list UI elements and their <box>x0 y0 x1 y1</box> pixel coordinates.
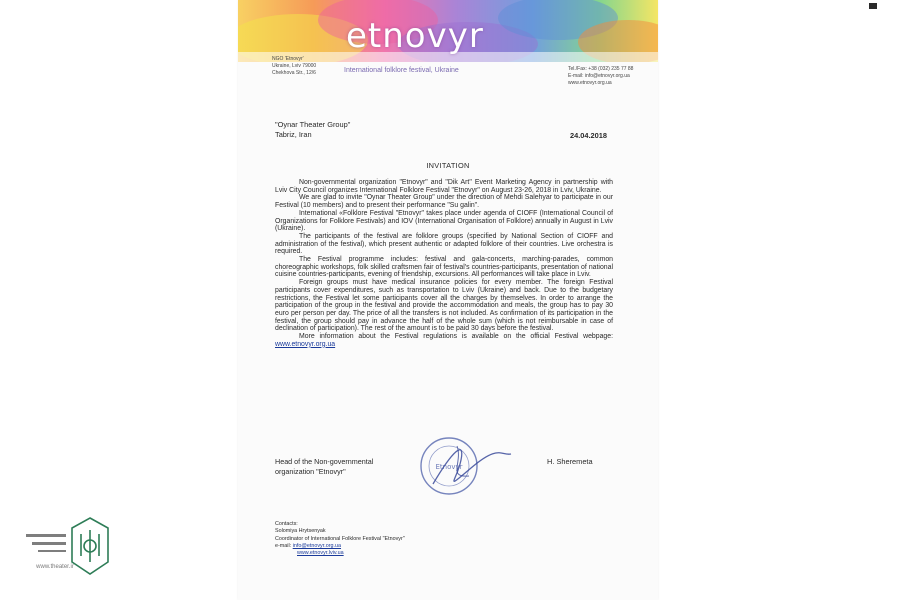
stamp-signature <box>413 432 513 502</box>
signer-name: H. Sheremeta <box>547 457 593 466</box>
org-city: Ukraine, Lviv 79000 <box>272 63 317 70</box>
org-name: NGO 'Etnovyr' <box>272 56 304 62</box>
recipient-block <box>275 120 350 139</box>
paragraph: International «Folklore Festival "Etnovyr" takes place under agenda of CIOFF (International Council of Organizations for Folklore Festivals) and IOV (International Organisation of Folklore) annually in August in Lviv (Ukraine). <box>275 209 613 233</box>
contacts-label: Contacts: <box>275 521 298 527</box>
more-info-text: More information about the Festival regulations is available on the official Festival webpage: <box>299 333 613 341</box>
contact-website-link[interactable]: www.etnovyr.lviv.ua <box>297 550 344 557</box>
head-title-line: organization "Etnovyr" <box>275 466 346 476</box>
brand-subtitle: International folklore festival, Ukraine <box>344 67 459 74</box>
more-info-paragraph <box>275 333 613 348</box>
letter-title: INVITATION <box>426 161 470 170</box>
org-website: www.etnovyr.org.ua <box>568 80 612 87</box>
stamp-text: Etnovyr <box>435 463 463 471</box>
org-street: Chekhova Str., 12/6 <box>272 70 316 77</box>
paragraph: Non-governmental organization "Etnovyr" and "Dik Art" Event Marketing Agency in partnership with Lviv City Council organizes International Folklore Festival "Etnovyr" on August 23-26, 2018 in Lviv, Ukraine. <box>275 179 613 194</box>
paragraph: The participants of the festival are folklore groups (specified by National Section of CIOFF and administration of the festival), which present authentic or adapted folklore of their countries. Live orchestra is required. <box>275 232 613 256</box>
contacts-block <box>275 521 405 557</box>
head-title-line: Head of the Non-governmental <box>275 457 374 466</box>
contact-email-link[interactable]: info@etnovyr.org.ua <box>292 542 342 549</box>
paragraph: The Festival programme includes: festival and gala-concerts, marching-parades, common choreographic workshops, folk skilled craftsmen fair of festival's countries-participants, presentation of national cuisine countries-participants, evening of friendship, excursions. All performances will take place in Lviv. <box>275 256 613 279</box>
festival-webpage-link[interactable]: www.etnovyr.org.ua <box>275 340 336 348</box>
brand-logo: etnovyr <box>346 16 484 56</box>
paragraph: We are glad to invite "Oynar Theater Group" under the direction of Mehdi Salehyar to participate in our Festival (10 members) and to present their performance "Su galin". <box>275 194 613 210</box>
invitation-letter <box>238 0 658 600</box>
recipient-city: Tabriz, Iran <box>275 129 312 139</box>
recipient-name: "Oynar Theater Group" <box>275 120 351 129</box>
paragraph: Foreign groups must have medical insurance policies for every member. The foreign Festival participants cover expenditures, such as transportation to Lviv (Ukraine) and back. Due to the budgetary restrictions, the Festival let some participants cover all the charges by themselves. In order to arrange the participation of the group in the festival and provide the accommodation and meals, the group has to pay 30 euro per person per day. The price of all the transfers is not included. As confirmation of its participation in the festival, the group should pay in advance the half of the whole sum (which is not reimbursable in case of declination of participation). The rest of the amount is to be paid 30 days before the festival. <box>275 279 613 333</box>
watermark-site: www.theater.ir <box>36 564 74 570</box>
contact-role: Coordinator of International Folklore Festival "Etnovyr" <box>275 535 405 542</box>
corner-mark <box>869 3 877 9</box>
org-phone: Tel./Fax: +38 (032) 235 77 88 <box>568 66 634 72</box>
contact-name: Solomiya Hrytsenyak <box>275 528 326 535</box>
letter-date: 24.04.2018 <box>570 131 607 140</box>
letter-body <box>275 179 613 348</box>
sender-contacts <box>568 66 633 88</box>
contact-email-label: e-mail: <box>275 542 293 549</box>
head-title <box>275 457 373 476</box>
contact-email-row <box>275 543 405 550</box>
contact-website-row <box>275 550 405 557</box>
sender-address <box>272 56 316 78</box>
theater-ir-logo <box>20 512 126 582</box>
org-email: E-mail: info@etnovyr.org.ua <box>568 73 630 80</box>
